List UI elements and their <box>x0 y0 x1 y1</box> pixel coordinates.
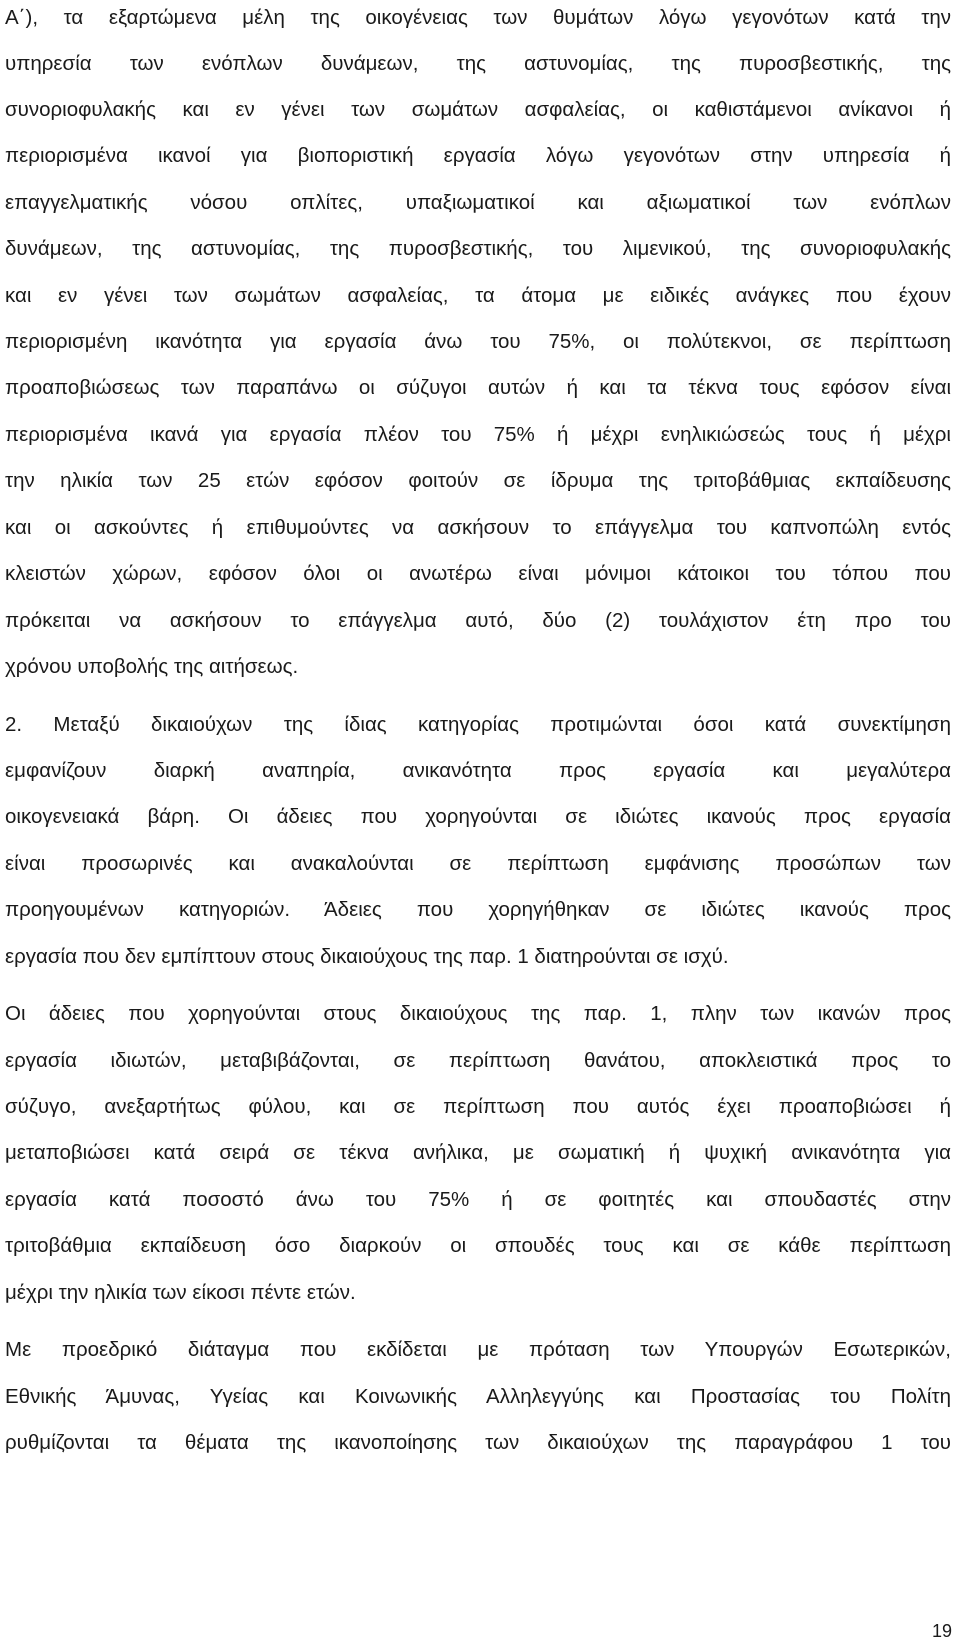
text-line: εμφανίζουν διαρκή αναπηρία, ανικανότητα προς εργασία και μεγαλύτερα <box>5 759 951 782</box>
text-line: πρόκειται να ασκήσουν το επάγγελμα αυτό, δύο (2) τουλάχιστον έτη προ του <box>5 609 951 632</box>
text-line: περιορισμένα ικανοί για βιοποριστική εργασία λόγω γεγονότων στην υπηρεσία ή <box>5 144 951 167</box>
text-line: ρυθμίζονται τα θέματα της ικανοποίησης των δικαιούχων της παραγράφου 1 του <box>5 1431 951 1454</box>
text-line: μεταποβιώσει κατά σειρά σε τέκνα ανήλικα, με σωματική ή ψυχική ανικανότητα για <box>5 1141 951 1164</box>
page-number: 19 <box>931 1621 952 1641</box>
text-line: Με προεδρικό διάταγμα που εκδίδεται με πρόταση των Υπουργών Εσωτερικών, <box>5 1338 951 1361</box>
text-line: περιορισμένα ικανά για εργασία πλέον του 75% ή μέχρι ενηλικιώσεώς τους ή μέχρι <box>5 423 951 446</box>
text-line: Οι άδειες που χορηγούνται στους δικαιούχους της παρ. 1, πλην των ικανών προς <box>5 1002 951 1025</box>
text-line: μέχρι την ηλικία των είκοσι πέντε ετών. <box>5 1281 356 1304</box>
text-line: εργασία κατά ποσοστό άνω του 75% ή σε φοιτητές και σπουδαστές στην <box>5 1188 951 1211</box>
text-line: επαγγελματικής νόσου οπλίτες, υπαξιωματικοί και αξιωματικοί των ενόπλων <box>5 191 951 214</box>
text-line: την ηλικία των 25 ετών εφόσον φοιτούν σε ίδρυμα της τριτοβάθμιας εκπαίδευσης <box>5 469 951 492</box>
text-line: και οι ασκούντες ή επιθυμούντες να ασκήσουν το επάγγελμα του καπνοπώλη εντός <box>5 516 951 539</box>
text-line: τριτοβάθμια εκπαίδευση όσο διαρκούν οι σπουδές τους και σε κάθε περίπτωση <box>5 1234 951 1257</box>
text-line: 2. Μεταξύ δικαιούχων της ίδιας κατηγορίας προτιμώνται όσοι κατά συνεκτίμηση <box>5 713 951 736</box>
text-line: προαποβιώσεως των παραπάνω οι σύζυγοι αυτών ή και τα τέκνα τους εφόσον είναι <box>5 376 951 399</box>
text-line: χρόνου υποβολής της αιτήσεως. <box>5 655 299 678</box>
text-line: Α΄), τα εξαρτώμενα μέλη της οικογένειας των θυμάτων λόγω γεγονότων κατά την <box>5 6 951 29</box>
text-line: προηγουμένων κατηγοριών. Άδειες που χορηγήθηκαν σε ιδιώτες ικανούς προς <box>5 898 951 921</box>
text-line: περιορισμένη ικανότητα για εργασία άνω του 75%, οι πολύτεκνοι, σε περίπτωση <box>5 330 951 353</box>
text-line: είναι προσωρινές και ανακαλούνται σε περίπτωση εμφάνισης προσώπων των <box>5 852 951 875</box>
text-line: υπηρεσία των ενόπλων δυνάμεων, της αστυνομίας, της πυροσβεστικής, της <box>5 52 951 75</box>
text-line: συνοριοφυλακής και εν γένει των σωμάτων ασφαλείας, οι καθιστάμενοι ανίκανοι ή <box>5 98 951 121</box>
text-line: και εν γένει των σωμάτων ασφαλείας, τα άτομα με ειδικές ανάγκες που έχουν <box>5 284 951 307</box>
text-line: δυνάμεων, της αστυνομίας, της πυροσβεστικής, του λιμενικού, της συνοριοφυλακής <box>5 237 951 260</box>
text-line: κλειστών χώρων, εφόσον όλοι οι ανωτέρω είναι μόνιμοι κάτοικοι του τόπου που <box>5 562 951 585</box>
text-line: εργασία ιδιωτών, μεταβιβάζονται, σε περίπτωση θανάτου, αποκλειστικά προς το <box>5 1049 951 1072</box>
text-line: Εθνικής Άμυνας, Υγείας και Κοινωνικής Αλληλεγγύης και Προστασίας του Πολίτη <box>5 1385 951 1408</box>
text-line: σύζυγο, ανεξαρτήτως φύλου, και σε περίπτωση που αυτός έχει προαποβιώσει ή <box>5 1095 951 1118</box>
text-line: εργασία που δεν εμπίπτουν στους δικαιούχους της παρ. 1 διατηρούνται σε ισχύ. <box>5 945 729 968</box>
text-line: οικογενειακά βάρη. Οι άδειες που χορηγούνται σε ιδιώτες ικανούς προς εργασία <box>5 805 951 828</box>
